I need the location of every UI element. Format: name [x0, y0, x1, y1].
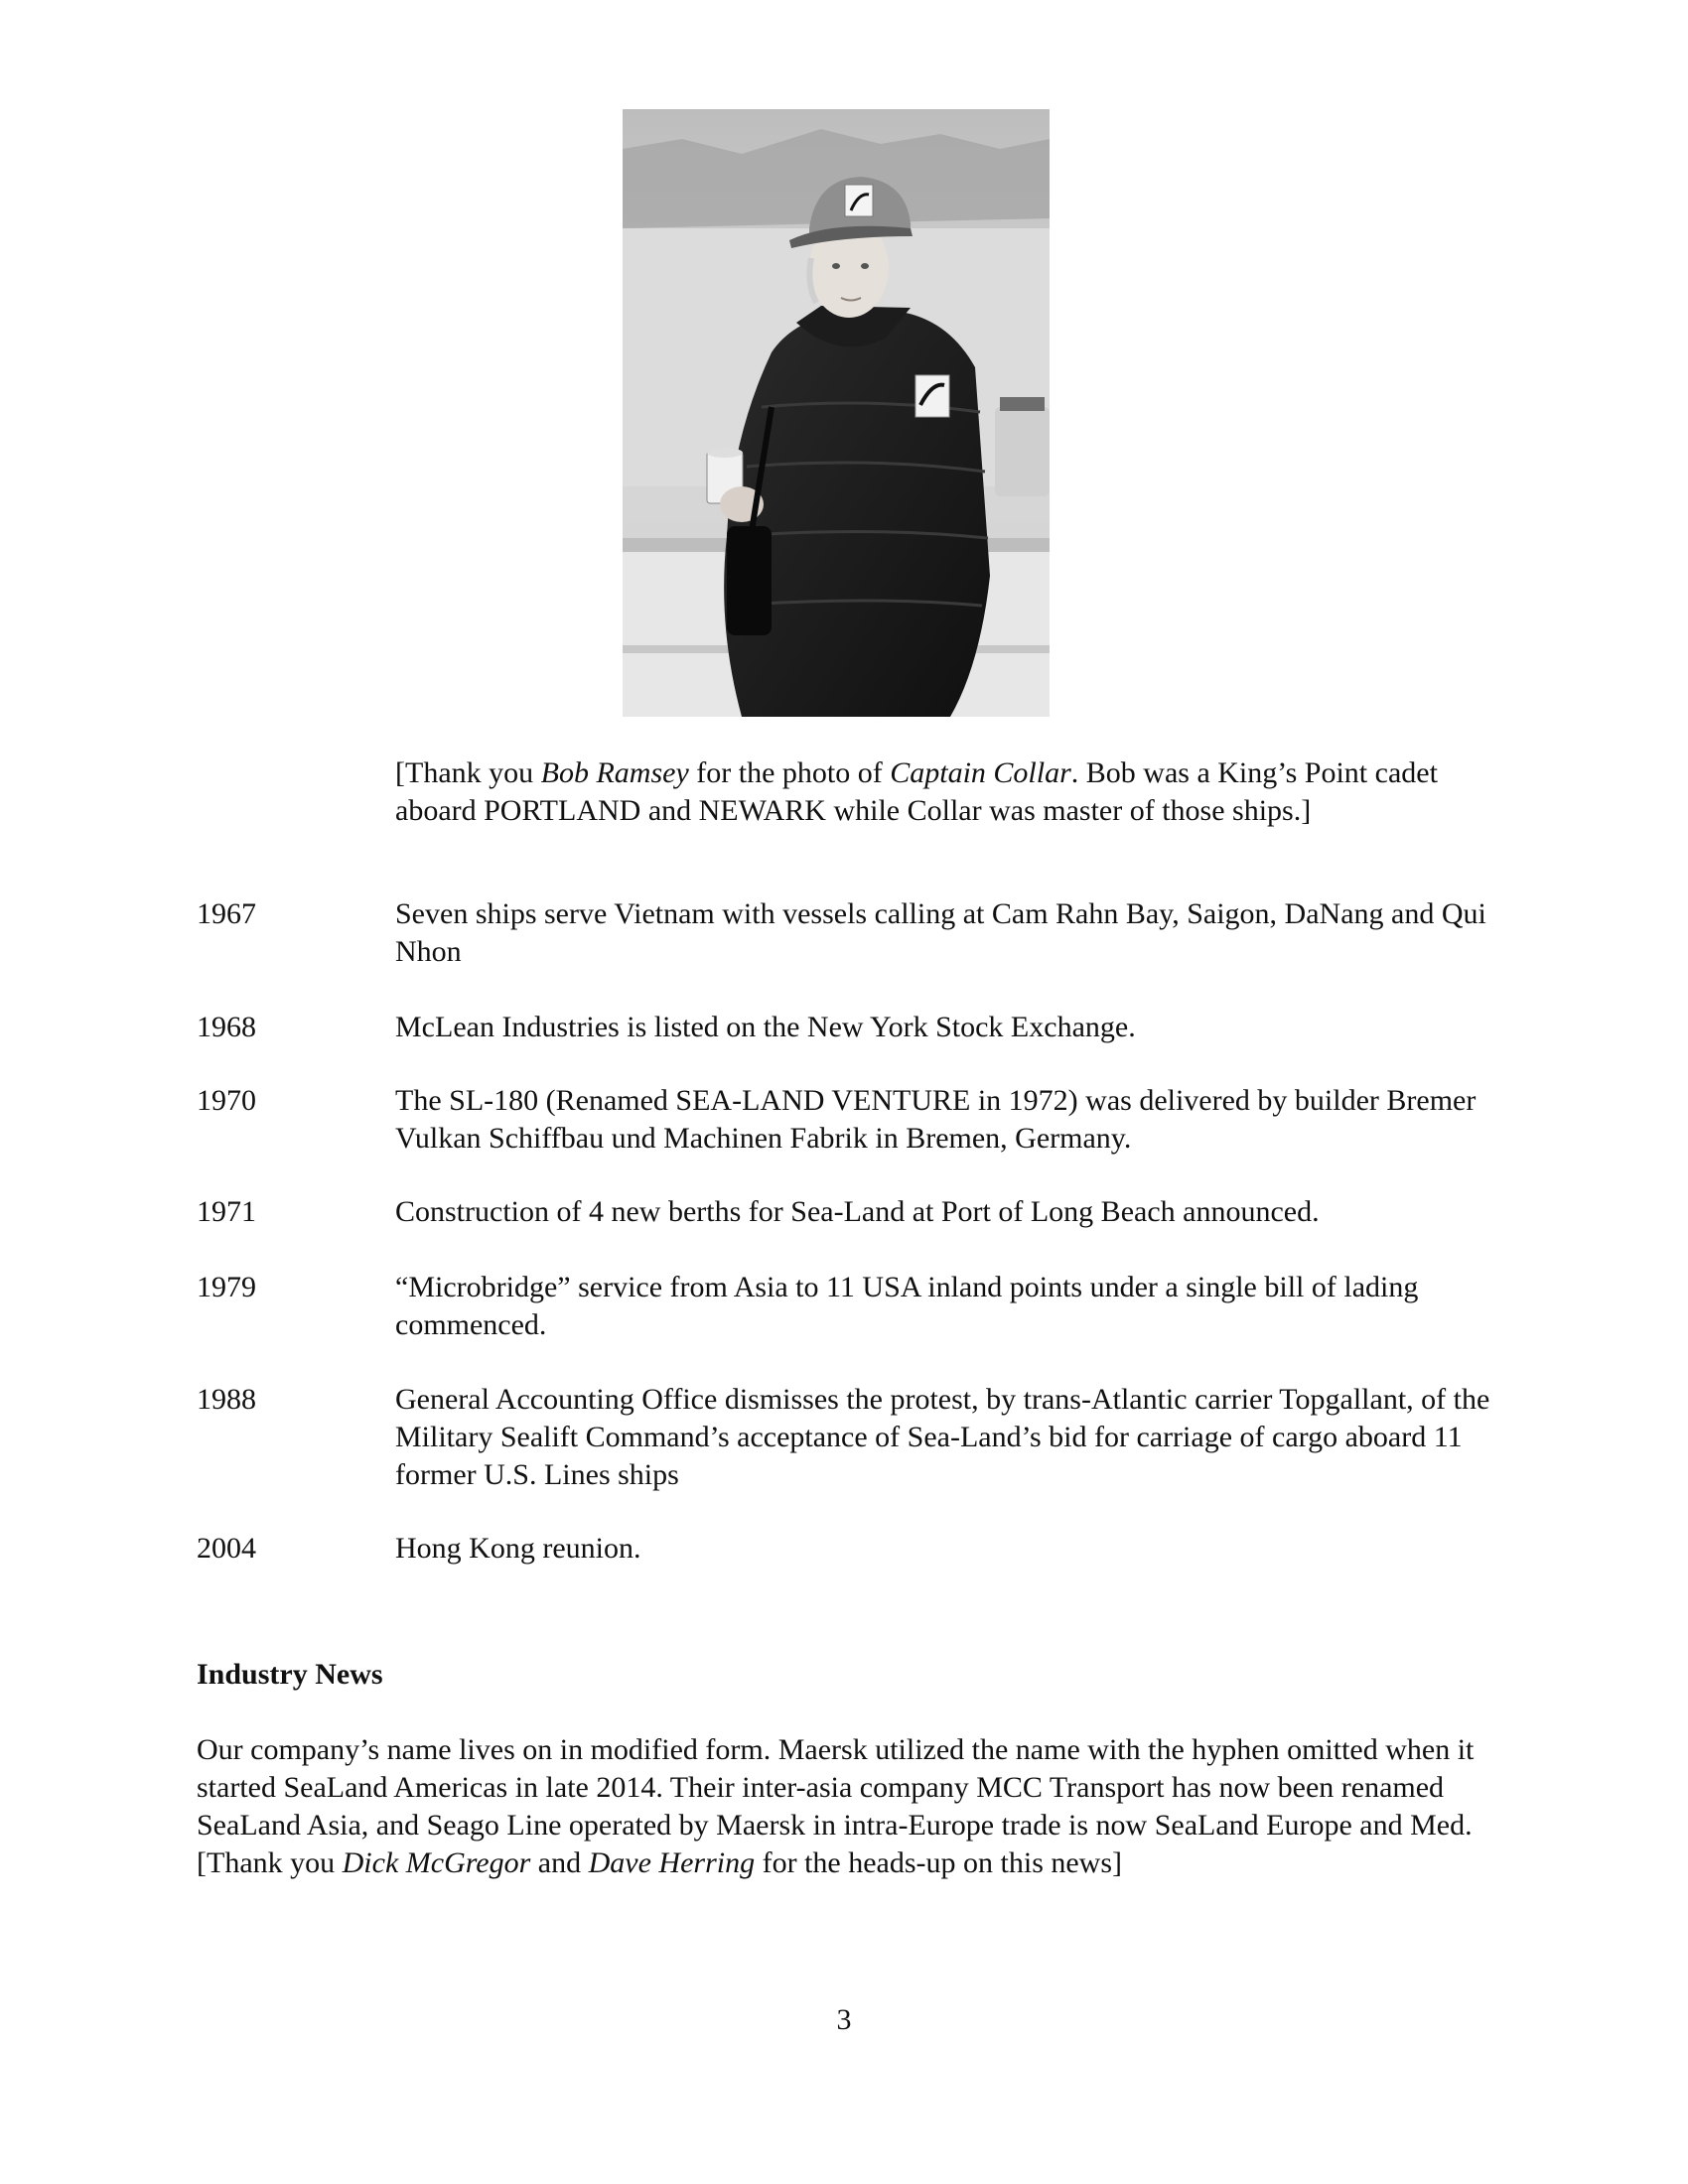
timeline-text: Hong Kong reunion. [395, 1532, 641, 1565]
caption-subject-name: Captain Collar [890, 756, 1071, 789]
news-text-1: Our company’s name lives on in modified form. Maersk utilized the name with the hyphen omitted when it started SeaLand Americas in late 2014. Their inter-asia company MCC Transport has now been renamed SeaLand Asia, and Seago Line operated by Maersk in intra-Europe trade is now SeaLand Europe and Med. [Thank you [197, 1733, 1475, 1879]
photo-caption [395, 754, 1507, 830]
caption-credit-name: Bob Ramsey [540, 756, 689, 789]
caption-text-3: . Bob was a King’s Point cadet aboard PORTLAND and NEWARK while Collar was master of those ships.] [395, 756, 1438, 827]
timeline-year: 1970 [197, 1084, 256, 1117]
news-text-2: and [530, 1846, 589, 1879]
timeline-text: The SL-180 (Renamed SEA-LAND VENTURE in 1972) was delivered by builder Bremer Vulkan Schiffbau und Machinen Fabrik in Bremen, Germany. [395, 1084, 1477, 1155]
caption-text-1: [Thank you [395, 756, 541, 789]
timeline-text: General Accounting Office dismisses the protest, by trans-Atlantic carrier Topgallant, of the Military Sealift Command’s acceptance of Sea-Land’s bid for carriage of cargo aboard 11 former U.S. Lines ships [395, 1383, 1490, 1491]
timeline-text: “Microbridge” service from Asia to 11 USA inland points under a single bill of lading commenced. [395, 1271, 1419, 1341]
timeline-year: 1967 [197, 897, 256, 930]
page-number: 3 [836, 2003, 852, 2036]
section-heading: Industry News [197, 1658, 383, 1691]
timeline-text: Construction of 4 new berths for Sea-Land at Port of Long Beach announced. [395, 1195, 1320, 1228]
timeline-text: Seven ships serve Vietnam with vessels calling at Cam Rahn Bay, Saigon, DaNang and Qui Nhon [395, 897, 1486, 968]
news-credit-name-2: Dave Herring [588, 1846, 756, 1879]
timeline-year: 1971 [197, 1195, 256, 1228]
caption-text-2: for the photo of [688, 756, 891, 789]
timeline-year: 1968 [197, 1011, 256, 1043]
timeline-year: 2004 [197, 1532, 256, 1565]
news-credit-name-1: Dick McGregor [342, 1846, 531, 1879]
timeline-year: 1988 [197, 1383, 256, 1416]
industry-news-paragraph [197, 1731, 1487, 1882]
timeline-text: McLean Industries is listed on the New York Stock Exchange. [395, 1011, 1136, 1043]
captain-photo [623, 109, 1050, 717]
news-text-3: for the heads-up on this news] [755, 1846, 1123, 1879]
timeline-year: 1979 [197, 1271, 256, 1303]
